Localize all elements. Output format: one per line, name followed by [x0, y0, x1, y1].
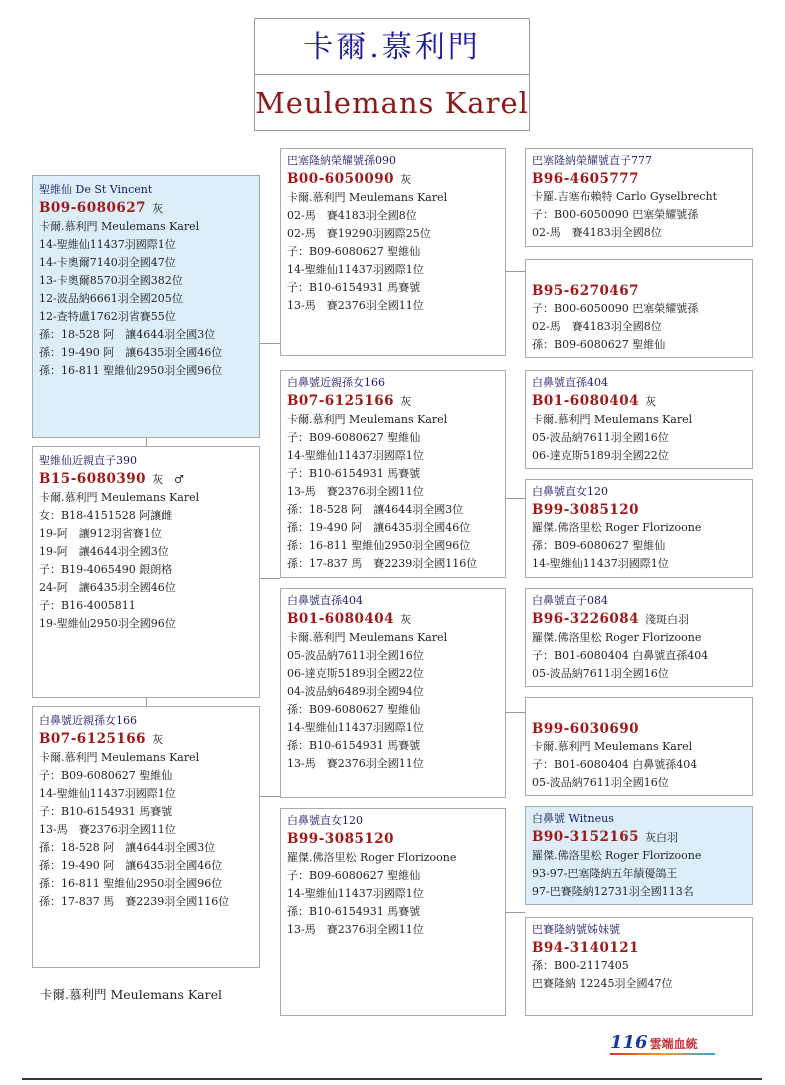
ring-number: B00-6050090 灰	[287, 171, 412, 187]
pigeon-header: 白鼻號直孫404	[287, 594, 363, 607]
pigeon-card-grandparent-404	[280, 588, 506, 798]
pigeon-line: 05-波品納7611羽全國16位	[532, 431, 669, 444]
pigeon-line: 05-波品納7611羽全國16位	[532, 667, 669, 680]
pigeon-line: 02-馬 賽4183羽全國8位	[532, 226, 662, 239]
pigeon-card-sibling-2	[32, 706, 260, 968]
pigeon-color: 灰 ♂	[152, 473, 184, 486]
pigeon-color: 灰	[400, 173, 412, 186]
ring-number: B94-3140121	[532, 940, 640, 956]
pigeon-line: 孫：18-528 阿 讓4644羽全國3位	[287, 503, 464, 516]
pigeon-line: 孫：B09-6080627 聖維仙	[532, 539, 666, 552]
pigeon-card-dam	[280, 370, 506, 578]
logo-text: 雲端血統	[649, 1037, 698, 1051]
pigeon-line: 卡爾.慕利門 Meulemans Karel	[39, 751, 200, 764]
pigeon-line: 14-聖維仙11437羽國際1位	[39, 238, 176, 251]
pigeon-line: 19-阿 讓912羽省賽1位	[39, 527, 162, 540]
pigeon-line: 子：B10-6154931 馬賽號	[39, 805, 173, 818]
pigeon-line: 孫：B00-2117405	[532, 959, 629, 972]
pigeon-line: 14-聖維仙11437羽國際1位	[287, 721, 424, 734]
ring-number: B95-6270467	[532, 283, 640, 299]
pigeon-card-subject	[32, 175, 260, 438]
pigeon-line: 孫：18-528 阿 讓4644羽全國3位	[39, 841, 216, 854]
pigeon-header: 白鼻號 Witneus	[532, 812, 614, 825]
connector	[505, 712, 525, 713]
pigeon-line: 子：B01-6080404 白鼻號直孫404	[532, 649, 709, 662]
ring-number: B99-6030690	[532, 721, 640, 737]
pigeon-line: 02-馬 賽4183羽全國8位	[287, 209, 417, 222]
pigeon-header: 白鼻號直子084	[532, 594, 608, 607]
pigeon-line: 子：B09-6080627 聖維仙	[287, 245, 421, 258]
pigeon-line: 卡羅.吉塞布賴特 Carlo Gyselbrecht	[532, 190, 718, 203]
pigeon-line: 13-馬 賽2376羽全國11位	[287, 923, 424, 936]
pigeon-card-g8	[525, 917, 753, 1016]
pigeon-header: 巴塞隆納榮耀號直子777	[532, 154, 652, 167]
logo-underline	[610, 1053, 715, 1055]
ring-number: B99-3085120	[532, 502, 640, 518]
pigeon-line: 14-聖維仙11437羽國際1位	[287, 449, 424, 462]
pigeon-card-g3	[525, 370, 753, 469]
title-box	[254, 18, 530, 131]
pigeon-line: 卡爾.慕利門 Meulemans Karel	[287, 191, 448, 204]
ring-number: B15-6080390 灰 ♂	[39, 471, 184, 487]
ring-number: B01-6080404 灰	[532, 393, 657, 409]
connector	[146, 697, 147, 706]
pigeon-line: 子：B01-6080404 白鼻號孫404	[532, 758, 698, 771]
pigeon-card-sire	[280, 148, 506, 356]
pigeon-line: 02-馬 賽19290羽國際25位	[287, 227, 431, 240]
pigeon-line: 卡爾.慕利門 Meulemans Karel	[532, 740, 693, 753]
pigeon-color: 淺斑白羽	[645, 613, 690, 626]
pigeon-line: 孫：B09-6080627 聖維仙	[287, 703, 421, 716]
title-english: Meulemans Karel	[255, 86, 529, 120]
pigeon-header: 巴塞隆納榮耀號孫090	[287, 154, 396, 167]
pigeon-line: 孫：B10-6154931 馬賽號	[287, 739, 421, 752]
pigeon-color: 灰	[152, 733, 164, 746]
pigeon-line: 孫：19-490 阿 讓6435羽全國46位	[39, 346, 223, 359]
ring-number: B07-6125166 灰	[39, 731, 164, 747]
pigeon-line: 子：B00-6050090 巴塞榮耀號孫	[532, 208, 699, 221]
pigeon-line: 02-馬 賽4183羽全國8位	[532, 320, 662, 333]
pigeon-line: 子：B10-6154931 馬賽號	[287, 467, 421, 480]
pigeon-line: 13-馬 賽2376羽全國11位	[39, 823, 176, 836]
pigeon-line: 卡爾.慕利門 Meulemans Karel	[287, 413, 448, 426]
pigeon-line: 女：B18-4151528 阿讓雌	[39, 509, 173, 522]
pigeon-color: 灰	[400, 613, 412, 626]
pigeon-line: 孫：B09-6080627 聖維仙	[532, 338, 666, 351]
connector	[505, 498, 525, 499]
pigeon-line: 14-卡奧爾7140羽全國47位	[39, 256, 176, 269]
connector	[259, 796, 280, 797]
pigeon-line: 孫：17-837 馬 賽2239羽全國116位	[39, 895, 230, 908]
pigeon-line: 13-馬 賽2376羽全國11位	[287, 299, 424, 312]
pigeon-line: 06-達克斯5189羽全國22位	[532, 449, 669, 462]
pigeon-color: 灰	[645, 395, 657, 408]
pigeon-header: 白鼻號直女120	[532, 485, 608, 498]
connector	[505, 271, 525, 272]
pigeon-card-g1	[525, 148, 753, 247]
pigeon-line: 孫：18-528 阿 讓4644羽全國3位	[39, 328, 216, 341]
pigeon-card-g6	[525, 697, 753, 796]
ring-number: B09-6080627 灰	[39, 200, 164, 216]
ring-number: B07-6125166 灰	[287, 393, 412, 409]
pigeon-header: 白鼻號直孫404	[532, 376, 608, 389]
pigeon-line: 子：B19-4065490 銀朗格	[39, 563, 173, 576]
pigeon-line: 羅傑.佛洛里松 Roger Florizoone	[532, 849, 702, 862]
pigeon-card-g7	[525, 806, 753, 905]
pigeon-line: 子：B16-4005811	[39, 599, 136, 612]
pigeon-line: 孫：19-490 阿 讓6435羽全國46位	[287, 521, 471, 534]
pigeon-line: 卡爾.慕利門 Meulemans Karel	[39, 220, 200, 233]
pigeon-line: 19-阿 讓4644羽全國3位	[39, 545, 169, 558]
pigeon-line: 卡爾.慕利門 Meulemans Karel	[287, 631, 448, 644]
pigeon-card-grandparent-120	[280, 808, 506, 1016]
pigeon-line: 巴賽隆納 12245羽全國47位	[532, 977, 673, 990]
pigeon-color: 灰白羽	[645, 831, 679, 844]
pigeon-line: 孫：16-811 聖維仙2950羽全國96位	[287, 539, 471, 552]
pigeon-line: 14-聖維仙11437羽國際1位	[287, 887, 424, 900]
pigeon-line: 孫：16-811 聖維仙2950羽全國96位	[39, 364, 223, 377]
pigeon-line: 卡爾.慕利門 Meulemans Karel	[39, 491, 200, 504]
pigeon-line: 子：B09-6080627 聖維仙	[287, 431, 421, 444]
pigeon-line: 19-聖維仙2950羽全國96位	[39, 617, 176, 630]
pigeon-color: 灰	[400, 395, 412, 408]
pigeon-line: 孫：B10-6154931 馬賽號	[287, 905, 421, 918]
pigeon-line: 子：B09-6080627 聖維仙	[39, 769, 173, 782]
pigeon-line: 93-97-巴塞隆納五年績優鴿王	[532, 867, 678, 880]
pigeon-line: 14-聖維仙11437羽國際1位	[39, 787, 176, 800]
pigeon-line: 97-巴賽隆納12731羽全國113名	[532, 885, 694, 898]
pigeon-line: 12-查特盧1762羽省賽55位	[39, 310, 176, 323]
pigeon-line: 卡爾.慕利門 Meulemans Karel	[532, 413, 693, 426]
pigeon-line: 14-聖維仙11437羽國際1位	[532, 557, 669, 570]
ring-number: B96-4605777	[532, 171, 640, 187]
pigeon-card-g5	[525, 588, 753, 687]
pigeon-line: 羅傑.佛洛里松 Roger Florizoone	[532, 521, 702, 534]
pigeon-line: 子：B10-6154931 馬賽號	[287, 281, 421, 294]
pigeon-line: 孫：17-837 馬 賽2239羽全國116位	[287, 557, 478, 570]
ring-number: B01-6080404 灰	[287, 611, 412, 627]
pigeon-header: 聖維仙近親直子390	[39, 454, 137, 467]
pigeon-line: 14-聖維仙11437羽國際1位	[287, 263, 424, 276]
pigeon-card-sibling-1	[32, 446, 260, 698]
pigeon-card-g4	[525, 479, 753, 578]
owner-footer: 卡爾.慕利門 Meulemans Karel	[40, 987, 222, 1002]
pigeon-line: 05-波品納7611羽全國16位	[532, 776, 669, 789]
bottom-divider	[22, 1078, 762, 1080]
connector	[146, 437, 147, 446]
ring-number: B99-3085120	[287, 831, 395, 847]
pigeon-line: 06-達克斯5189羽全國22位	[287, 667, 424, 680]
pigeon-header: 白鼻號直女120	[287, 814, 363, 827]
pigeon-color: 灰	[152, 202, 164, 215]
pigeon-line: 12-波品納6661羽全國205位	[39, 292, 183, 305]
brand-logo	[610, 1032, 698, 1053]
pigeon-line: 孫：16-811 聖維仙2950羽全國96位	[39, 877, 223, 890]
connector	[259, 578, 280, 579]
logo-number: 116	[610, 1032, 648, 1053]
pigeon-header: 聖維仙 De St Vincent	[39, 183, 153, 196]
pigeon-line: 04-波品納6489羽全國94位	[287, 685, 424, 698]
ring-number: B96-3226084 淺斑白羽	[532, 611, 690, 627]
pigeon-line: 羅傑.佛洛里松 Roger Florizoone	[532, 631, 702, 644]
pigeon-line: 13-馬 賽2376羽全國11位	[287, 757, 424, 770]
pigeon-line: 13-卡奧爾8570羽全國382位	[39, 274, 183, 287]
title-chinese: 卡爾.慕利門	[255, 19, 529, 75]
pigeon-line: 24-阿 讓6435羽全國46位	[39, 581, 176, 594]
pigeon-line: 羅傑.佛洛里松 Roger Florizoone	[287, 851, 457, 864]
pigeon-card-g2	[525, 259, 753, 358]
ring-number: B90-3152165 灰白羽	[532, 829, 679, 845]
pigeon-line: 05-波品納7611羽全國16位	[287, 649, 424, 662]
pigeon-line: 13-馬 賽2376羽全國11位	[287, 485, 424, 498]
connector	[505, 912, 525, 913]
pigeon-line: 子：B09-6080627 聖維仙	[287, 869, 421, 882]
pigeon-line: 孫：19-490 阿 讓6435羽全國46位	[39, 859, 223, 872]
pigeon-header: 白鼻號近親孫女166	[287, 376, 385, 389]
pigeon-line: 子：B00-6050090 巴塞榮耀號孫	[532, 302, 699, 315]
connector	[259, 343, 280, 344]
pigeon-header: 白鼻號近親孫女166	[39, 714, 137, 727]
pigeon-header: 巴賽隆納號姊妹號	[532, 923, 620, 936]
